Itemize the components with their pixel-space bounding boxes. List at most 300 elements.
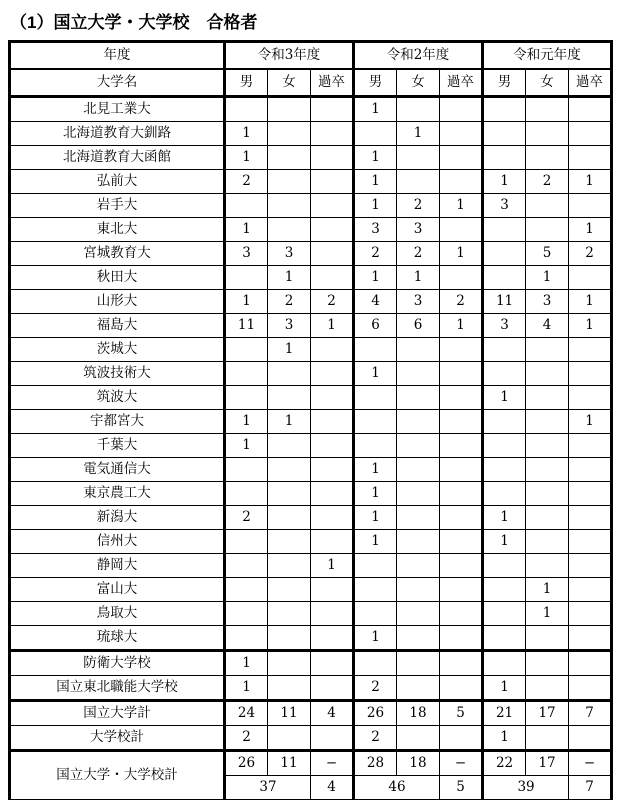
- university-row: [10, 482, 612, 506]
- value-cell: [483, 578, 526, 602]
- value-cell: 3: [483, 194, 526, 218]
- value-cell: [225, 458, 268, 482]
- value-cell: 1: [440, 314, 483, 338]
- value-cell: 4: [311, 776, 354, 800]
- value-cell: [268, 676, 311, 701]
- university-name: 宇都宮大: [10, 410, 225, 434]
- university-name: 北海道教育大釧路: [10, 122, 225, 146]
- value-cell: [483, 362, 526, 386]
- value-cell: 3: [225, 242, 268, 266]
- value-cell: 3: [483, 314, 526, 338]
- value-cell: 24: [225, 701, 268, 726]
- value-cell: [483, 122, 526, 146]
- university-row: [10, 530, 612, 554]
- value-cell: 11: [268, 701, 311, 726]
- university-row: [10, 218, 612, 242]
- value-cell: 1: [483, 506, 526, 530]
- value-cell: 4: [354, 290, 397, 314]
- value-cell: 1: [354, 97, 397, 122]
- university-name: 茨城大: [10, 338, 225, 362]
- value-cell: 26: [354, 701, 397, 726]
- value-cell: [268, 602, 311, 626]
- university-row: [10, 122, 612, 146]
- value-cell: 1: [225, 676, 268, 701]
- university-row: [10, 170, 612, 194]
- value-cell: [483, 458, 526, 482]
- col-male-r1: 男: [483, 69, 526, 97]
- university-row: [10, 434, 612, 458]
- university-name: 鳥取大: [10, 602, 225, 626]
- university-row: [10, 338, 612, 362]
- grand-total-label: 国立大学・大学校計: [10, 751, 225, 800]
- total-label: 国立大学計: [10, 701, 225, 726]
- value-cell: [440, 626, 483, 651]
- value-cell: [440, 170, 483, 194]
- value-cell: [569, 458, 612, 482]
- value-cell: [268, 122, 311, 146]
- col-male-r2: 男: [354, 69, 397, 97]
- value-cell: 1: [225, 410, 268, 434]
- value-cell: [354, 338, 397, 362]
- value-cell: 22: [483, 751, 526, 776]
- value-cell: 46: [354, 776, 440, 800]
- value-cell: [268, 146, 311, 170]
- university-row: [10, 458, 612, 482]
- admissions-table: [8, 40, 613, 800]
- value-cell: [569, 676, 612, 701]
- value-cell: 2: [354, 726, 397, 751]
- value-cell: [311, 170, 354, 194]
- university-name: 岩手大: [10, 194, 225, 218]
- value-cell: [354, 602, 397, 626]
- value-cell: [440, 386, 483, 410]
- year-group-reiwa2: 令和2年度: [354, 42, 483, 70]
- value-cell: 2: [397, 194, 440, 218]
- value-cell: [440, 122, 483, 146]
- value-cell: [526, 218, 569, 242]
- value-cell: [569, 602, 612, 626]
- value-cell: [354, 434, 397, 458]
- university-name-label-cell: 大学名: [10, 69, 225, 97]
- value-cell: [397, 578, 440, 602]
- value-cell: 1: [268, 410, 311, 434]
- col-female-r1: 女: [526, 69, 569, 97]
- value-cell: [526, 146, 569, 170]
- university-name: 北見工業大: [10, 97, 225, 122]
- value-cell: [311, 458, 354, 482]
- value-cell: [526, 506, 569, 530]
- value-cell: 1: [483, 676, 526, 701]
- value-cell: [397, 170, 440, 194]
- value-cell: [483, 338, 526, 362]
- value-cell: 26: [225, 751, 268, 776]
- value-cell: [440, 410, 483, 434]
- value-cell: 4: [526, 314, 569, 338]
- value-cell: [526, 122, 569, 146]
- value-cell: [397, 146, 440, 170]
- year-group-reiwa1: 令和元年度: [483, 42, 612, 70]
- value-cell: [268, 506, 311, 530]
- value-cell: [440, 218, 483, 242]
- value-cell: 1: [483, 530, 526, 554]
- value-cell: 1: [225, 290, 268, 314]
- university-name: 富山大: [10, 578, 225, 602]
- value-cell: [354, 410, 397, 434]
- value-cell: 3: [526, 290, 569, 314]
- value-cell: 37: [225, 776, 311, 800]
- value-cell: 1: [569, 218, 612, 242]
- value-cell: [440, 434, 483, 458]
- value-cell: [526, 626, 569, 651]
- university-name: 秋田大: [10, 266, 225, 290]
- value-cell: 2: [311, 290, 354, 314]
- value-cell: [225, 362, 268, 386]
- university-name: 静岡大: [10, 554, 225, 578]
- page-title: （1）国立大学・大学校 合格者: [10, 13, 258, 32]
- value-cell: [483, 434, 526, 458]
- col-grad-r3: 過卒: [311, 69, 354, 97]
- value-cell: [311, 146, 354, 170]
- value-cell: [483, 554, 526, 578]
- university-name: 筑波技術大: [10, 362, 225, 386]
- value-cell: 2: [354, 242, 397, 266]
- value-cell: 2: [225, 170, 268, 194]
- value-cell: [354, 122, 397, 146]
- table-header: [10, 42, 612, 97]
- university-name: 宮城教育大: [10, 242, 225, 266]
- value-cell: [311, 122, 354, 146]
- value-cell: 5: [440, 701, 483, 726]
- value-cell: 11: [268, 751, 311, 776]
- value-cell: [397, 602, 440, 626]
- value-cell: [268, 651, 311, 676]
- value-cell: [311, 530, 354, 554]
- value-cell: [483, 146, 526, 170]
- value-cell: [397, 97, 440, 122]
- value-cell: [569, 554, 612, 578]
- value-cell: 1: [354, 482, 397, 506]
- value-cell: [268, 362, 311, 386]
- subheader-row: [10, 69, 612, 97]
- value-cell: 1: [268, 266, 311, 290]
- value-cell: [483, 410, 526, 434]
- value-cell: [311, 506, 354, 530]
- value-cell: [526, 651, 569, 676]
- value-cell: 11: [483, 290, 526, 314]
- value-cell: −: [440, 751, 483, 776]
- value-cell: 1: [225, 218, 268, 242]
- value-cell: [311, 410, 354, 434]
- value-cell: [268, 726, 311, 751]
- value-cell: [440, 676, 483, 701]
- value-cell: [483, 482, 526, 506]
- value-cell: [225, 602, 268, 626]
- university-name: 筑波大: [10, 386, 225, 410]
- value-cell: 3: [268, 242, 311, 266]
- value-cell: 1: [483, 726, 526, 751]
- value-cell: [440, 362, 483, 386]
- university-row: [10, 362, 612, 386]
- value-cell: 2: [268, 290, 311, 314]
- value-cell: 3: [268, 314, 311, 338]
- university-name: 山形大: [10, 290, 225, 314]
- value-cell: [311, 651, 354, 676]
- value-cell: 1: [569, 170, 612, 194]
- value-cell: 2: [569, 242, 612, 266]
- value-cell: [526, 97, 569, 122]
- value-cell: [569, 97, 612, 122]
- value-cell: [440, 602, 483, 626]
- value-cell: 18: [397, 701, 440, 726]
- value-cell: 2: [225, 506, 268, 530]
- value-cell: [225, 530, 268, 554]
- value-cell: [569, 122, 612, 146]
- value-cell: [440, 266, 483, 290]
- value-cell: 3: [354, 218, 397, 242]
- value-cell: [440, 726, 483, 751]
- value-cell: [311, 676, 354, 701]
- value-cell: [569, 578, 612, 602]
- value-cell: [225, 386, 268, 410]
- value-cell: [268, 386, 311, 410]
- value-cell: 1: [354, 506, 397, 530]
- value-cell: [397, 434, 440, 458]
- value-cell: 7: [569, 776, 612, 800]
- university-name: 北海道教育大函館: [10, 146, 225, 170]
- university-name: 東京農工大: [10, 482, 225, 506]
- university-name: 国立東北職能大学校: [10, 676, 225, 701]
- value-cell: 39: [483, 776, 569, 800]
- value-cell: [268, 482, 311, 506]
- value-cell: 5: [526, 242, 569, 266]
- value-cell: 1: [311, 314, 354, 338]
- university-row: [10, 676, 612, 701]
- value-cell: [311, 386, 354, 410]
- value-cell: [311, 362, 354, 386]
- value-cell: [268, 218, 311, 242]
- value-cell: 1: [225, 434, 268, 458]
- value-cell: 1: [483, 170, 526, 194]
- value-cell: [526, 458, 569, 482]
- value-cell: [268, 194, 311, 218]
- value-cell: [526, 482, 569, 506]
- value-cell: 1: [225, 651, 268, 676]
- value-cell: [569, 726, 612, 751]
- university-row: [10, 506, 612, 530]
- value-cell: 1: [526, 578, 569, 602]
- value-cell: 1: [225, 122, 268, 146]
- total-label: 大学校計: [10, 726, 225, 751]
- university-name: 福島大: [10, 314, 225, 338]
- value-cell: 1: [354, 170, 397, 194]
- university-row: [10, 242, 612, 266]
- value-cell: [354, 578, 397, 602]
- value-cell: [569, 386, 612, 410]
- value-cell: [483, 97, 526, 122]
- value-cell: 17: [526, 751, 569, 776]
- value-cell: [268, 458, 311, 482]
- value-cell: −: [569, 751, 612, 776]
- value-cell: [440, 506, 483, 530]
- value-cell: [397, 554, 440, 578]
- value-cell: [483, 242, 526, 266]
- value-cell: [354, 651, 397, 676]
- university-row: [10, 290, 612, 314]
- value-cell: 3: [397, 290, 440, 314]
- col-grad-r2: 過卒: [440, 69, 483, 97]
- university-name: 千葉大: [10, 434, 225, 458]
- value-cell: [397, 338, 440, 362]
- value-cell: 1: [354, 530, 397, 554]
- value-cell: 1: [526, 602, 569, 626]
- value-cell: [268, 97, 311, 122]
- value-cell: 1: [483, 386, 526, 410]
- col-male-r3: 男: [225, 69, 268, 97]
- value-cell: [397, 458, 440, 482]
- university-row: [10, 626, 612, 651]
- value-cell: [526, 676, 569, 701]
- value-cell: [225, 482, 268, 506]
- value-cell: 3: [397, 218, 440, 242]
- university-row: [10, 194, 612, 218]
- university-row: [10, 266, 612, 290]
- value-cell: [526, 194, 569, 218]
- year-group-reiwa3: 令和3年度: [225, 42, 354, 70]
- value-cell: 1: [569, 314, 612, 338]
- value-cell: [268, 434, 311, 458]
- value-cell: [569, 146, 612, 170]
- university-name: 防衛大学校: [10, 651, 225, 676]
- value-cell: [440, 338, 483, 362]
- value-cell: 1: [569, 410, 612, 434]
- value-cell: [569, 530, 612, 554]
- value-cell: [440, 578, 483, 602]
- value-cell: [354, 386, 397, 410]
- value-cell: [440, 651, 483, 676]
- value-cell: [311, 482, 354, 506]
- value-cell: 1: [354, 266, 397, 290]
- value-cell: [225, 194, 268, 218]
- value-cell: 7: [569, 701, 612, 726]
- university-row: [10, 410, 612, 434]
- value-cell: [569, 651, 612, 676]
- value-cell: [397, 651, 440, 676]
- university-row: [10, 314, 612, 338]
- value-cell: 1: [354, 362, 397, 386]
- value-cell: [311, 218, 354, 242]
- university-row: [10, 651, 612, 676]
- university-name: 東北大: [10, 218, 225, 242]
- value-cell: [526, 530, 569, 554]
- value-cell: [268, 530, 311, 554]
- university-row: [10, 97, 612, 122]
- value-cell: [569, 266, 612, 290]
- value-cell: [397, 626, 440, 651]
- university-row: [10, 146, 612, 170]
- value-cell: 4: [311, 701, 354, 726]
- year-header-row: [10, 42, 612, 70]
- value-cell: 18: [397, 751, 440, 776]
- value-cell: [440, 530, 483, 554]
- value-cell: 17: [526, 701, 569, 726]
- value-cell: [526, 726, 569, 751]
- value-cell: [526, 410, 569, 434]
- value-cell: [569, 338, 612, 362]
- value-cell: [483, 602, 526, 626]
- value-cell: [440, 97, 483, 122]
- value-cell: [397, 530, 440, 554]
- value-cell: 2: [354, 676, 397, 701]
- value-cell: [440, 554, 483, 578]
- value-cell: 1: [397, 122, 440, 146]
- col-grad-r1: 過卒: [569, 69, 612, 97]
- value-cell: 2: [397, 242, 440, 266]
- value-cell: [311, 434, 354, 458]
- value-cell: 28: [354, 751, 397, 776]
- value-cell: 1: [225, 146, 268, 170]
- total-row: [10, 726, 612, 751]
- value-cell: [225, 97, 268, 122]
- university-name: 信州大: [10, 530, 225, 554]
- value-cell: [311, 194, 354, 218]
- university-name: 電気通信大: [10, 458, 225, 482]
- value-cell: 2: [440, 290, 483, 314]
- value-cell: 1: [354, 458, 397, 482]
- university-name: 弘前大: [10, 170, 225, 194]
- value-cell: [268, 554, 311, 578]
- value-cell: [225, 338, 268, 362]
- value-cell: 1: [268, 338, 311, 362]
- university-row: [10, 554, 612, 578]
- value-cell: [440, 482, 483, 506]
- value-cell: [311, 626, 354, 651]
- value-cell: [483, 651, 526, 676]
- value-cell: [311, 97, 354, 122]
- value-cell: [311, 338, 354, 362]
- value-cell: 6: [397, 314, 440, 338]
- value-cell: 1: [569, 290, 612, 314]
- year-label-cell: 年度: [10, 42, 225, 70]
- value-cell: 1: [354, 146, 397, 170]
- value-cell: [569, 362, 612, 386]
- university-row: [10, 386, 612, 410]
- value-cell: [311, 726, 354, 751]
- value-cell: [526, 434, 569, 458]
- university-row: [10, 578, 612, 602]
- value-cell: [311, 602, 354, 626]
- value-cell: [397, 386, 440, 410]
- value-cell: 11: [225, 314, 268, 338]
- value-cell: [225, 554, 268, 578]
- value-cell: [225, 266, 268, 290]
- value-cell: 1: [526, 266, 569, 290]
- value-cell: 1: [311, 554, 354, 578]
- value-cell: [483, 266, 526, 290]
- value-cell: [569, 506, 612, 530]
- value-cell: [526, 386, 569, 410]
- university-name: 新潟大: [10, 506, 225, 530]
- table-body: [10, 97, 612, 800]
- value-cell: 1: [354, 194, 397, 218]
- value-cell: [354, 554, 397, 578]
- col-female-r2: 女: [397, 69, 440, 97]
- value-cell: [397, 506, 440, 530]
- value-cell: [397, 676, 440, 701]
- value-cell: 6: [354, 314, 397, 338]
- value-cell: [569, 482, 612, 506]
- value-cell: [569, 194, 612, 218]
- value-cell: [225, 626, 268, 651]
